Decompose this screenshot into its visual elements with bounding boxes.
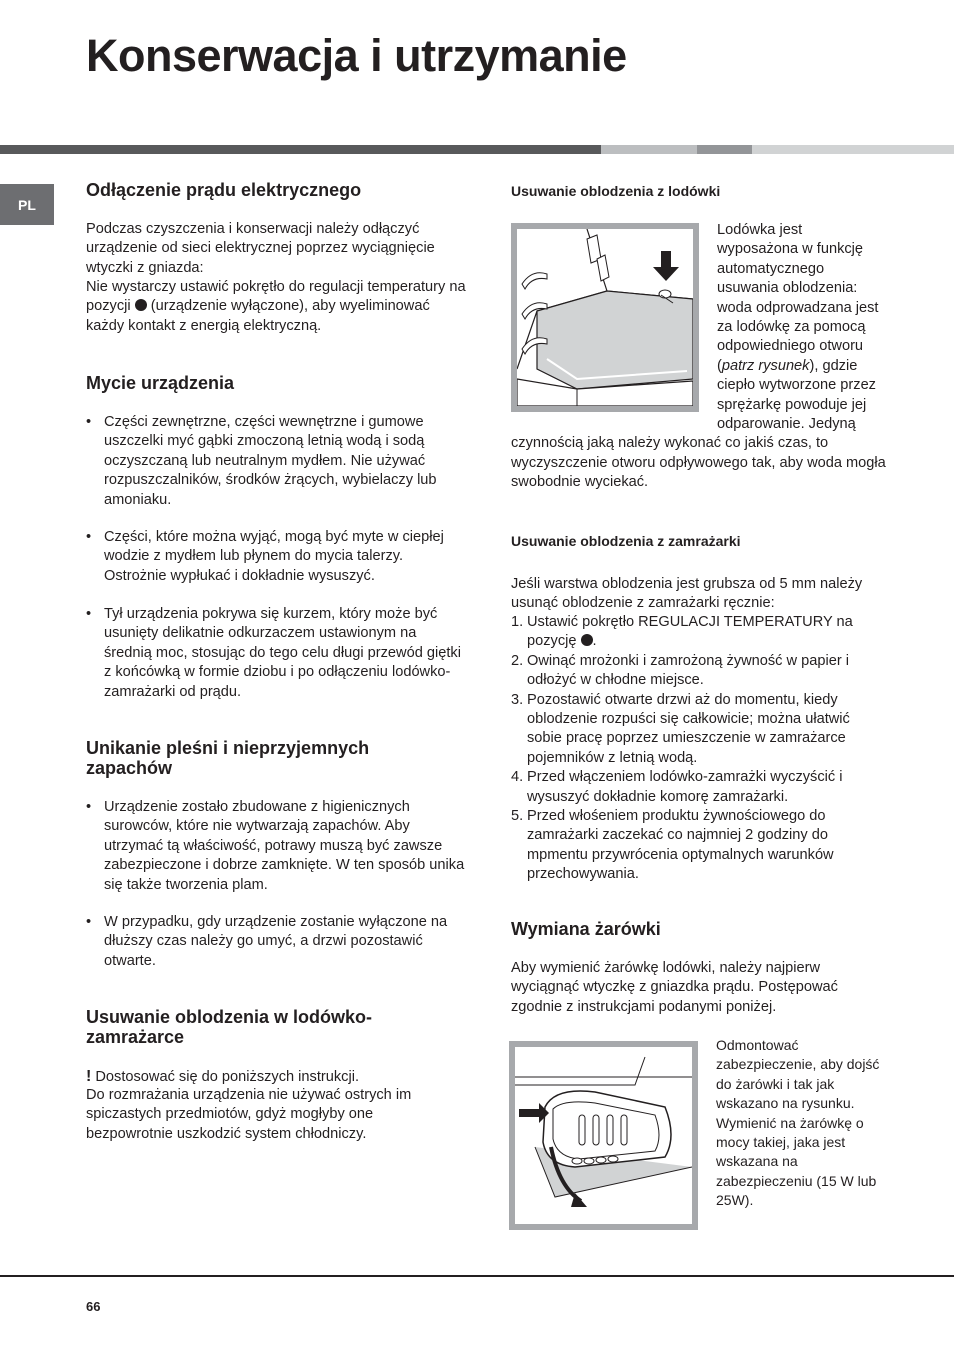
step-number: 1.	[511, 614, 524, 630]
defrost-fridge-text-a: Lodówka jest wyposażona w funkcję automatycznego usuwania oblodzenia: woda odprowadzana jest za lodówkę za pomocą odpowiedniego otworu (	[717, 222, 879, 374]
power-disconnect-text-2b: (urządzenie wyłączone), aby wyeliminować każdy kontakt z energią elektryczną.	[86, 298, 430, 334]
header-bar-light	[601, 145, 697, 154]
power-disconnect-text-2a: Nie wystarczy ustawić pokrętło do regulacji temperatury na pozycji	[86, 279, 466, 315]
step-number: 4.	[511, 769, 524, 786]
defrost-fridge-text-italic: patrz rysunek	[721, 357, 810, 374]
cleaning-bullet-2: • Części, które można wyjąć, mogą być myte w ciepłej wodzie z mydłem lub płynem do mycia talerzy. Ostrożnie wypłukać i dokładnie wysuszyć.	[86, 528, 466, 586]
heading-power-disconnect: Odłączenie prądu elektrycznego	[86, 180, 362, 200]
warning-mark-icon: !	[86, 1068, 92, 1085]
power-disconnect-text-2	[86, 278, 466, 336]
page-title: Konserwacja i utrzymanie	[86, 30, 627, 81]
power-disconnect-text-1: Podczas czyszczenia i konserwacji należy odłączyć urządzenie od sieci elektrycznej poprzez wyciągnięcie wtyczki z gniazda:	[86, 221, 435, 276]
step-text: Ustawić pokrętło REGULACJI TEMPERATURY na pozycję	[527, 614, 853, 650]
step-text: Przed włośeniem produktu żywnościowego do zamrażarki zaczekać co najmniej 2 godziny do mpmentu przywrócenia optymalnych warunków przechowywania.	[527, 808, 834, 883]
step-number: 5.	[511, 808, 524, 825]
defrost-freezer-intro: Jeśli warstwa oblodzenia jest grubsza od 5 mm należy usunąć oblodzenie z zamrażarki ręcznie:	[511, 576, 863, 612]
heading-mold-odor: Unikanie pleśni i nieprzyjemnych zapachów	[86, 738, 370, 778]
defrost-warning-text: Dostosować się do poniższych instrukcji.	[95, 1069, 359, 1085]
bulb-cover-illustration	[515, 1047, 692, 1224]
cleaning-bullet-1: • Części zewnętrzne, części wewnętrzne i gumowe uszczelki myć gąbki zmoczoną letnią wodą i sodą oczyszczaną lub neutralnym mydłem. Nie używać rozpuszczalników, środków żrących, wybielaczy lub amoniaku.	[86, 413, 466, 510]
step-2	[511, 652, 881, 691]
bulb-caption: Odmontować zabezpieczenie, aby dojść do żarówki i tak jak wskazano na rysunku. Wymienić na żarówkę o mocy takiej, jaka jest wskazana na zabezpieczeniu (15 W lub 25W).	[716, 1037, 880, 1209]
defrost-freezer-steps	[511, 613, 881, 885]
bulb-figure	[509, 1041, 698, 1230]
header-bar-light-2	[752, 145, 954, 154]
step-text: Pozostawić otwarte drzwi aż do momentu, kiedy oblodzenie rozpuści się całkowicie; można ułatwić sobie pracę poprzez umieszczenie w zamrażarce pojemników z letnią wodą.	[527, 691, 850, 766]
heading-cleaning: Mycie urządzenia	[86, 373, 235, 393]
heading-bulb-replacement: Wymiana żarówki	[511, 919, 661, 939]
step-1	[511, 613, 881, 652]
heading-defrost-freezer: Usuwanie oblodzenia z zamrażarki	[511, 533, 741, 549]
step-text: Przed włączeniem lodówko-zamrażki wyczyścić i wysuszyć dokładnie komorę zamrażarki.	[527, 769, 843, 805]
defrost-fridge-text-b: ), gdzie ciepło wytworzone przez sprężarkę powoduje jej odparowanie. Jedyną czynnością jaką należy wykonać co jakiś czas, to wyczyszczenie otworu odpływowego tak, aby woda mogła swobodnie wyciekać.	[511, 357, 886, 491]
heading-defrost-fridge-freezer: Usuwanie oblodzenia w lodówko- zamrażarce	[86, 1007, 373, 1047]
footer-divider	[0, 1275, 954, 1277]
language-tab: PL	[0, 184, 54, 225]
defrost-fridge-text	[511, 221, 886, 493]
bulb-replacement-text: Aby wymienić żarówkę lodówki, należy najpierw wyciągnąć wtyczkę z gniazdka prądu. Postępować zgodnie z instrukcjami podanymi poniżej.	[511, 960, 838, 1015]
defrost-caution-text: Do rozmrażania urządzenia nie używać ostrych im spiczastych przedmiotów, gdyż mogłyby one bezpowrotnie uszkodzić system chłodniczy.	[86, 1087, 412, 1142]
step-text: Owinąć mrożonki i zamrożoną żywność w papier i odłożyć w chłodne miejsce.	[527, 652, 849, 689]
step-5	[511, 807, 881, 885]
step-number: 2.	[511, 652, 524, 669]
cleaning-bullet-3: • Tył urządzenia pokrywa się kurzem, który może być usunięty delikatnie odkurzaczem ustawionym na średnią moc, stosując do tego celu długi przewód giętki z końcówką w formie dziobu i po odłączeniu lodówko- zamrażarki od prądu.	[86, 605, 466, 702]
off-position-dot-icon	[581, 634, 593, 646]
step-3	[511, 691, 881, 769]
heading-defrost-fridge: Usuwanie oblodzenia z lodówki	[511, 183, 721, 199]
mold-bullet-1: • Urządzenie zostało zbudowane z higienicznych surowców, które nie wytwarzają zapachów. Aby utrzymać tą właściwość, potrawy muszą być zawsze zabezpieczone i dobrze zamknięte. W ten sposób unika się także tworzenia plam.	[86, 798, 466, 895]
mold-bullet-2: • W przypadku, gdy urządzenie zostanie wyłączone na dłuższy czas należy go umyć, a drzwi pozostawić otwarte.	[86, 913, 466, 971]
step-4	[511, 768, 881, 807]
defrost-warning	[86, 1067, 466, 1087]
off-position-dot-icon	[135, 299, 147, 311]
step-1-end: .	[592, 633, 597, 650]
page-number: 66	[86, 1299, 101, 1314]
step-number: 3.	[511, 691, 524, 708]
header-bar-mid	[697, 145, 752, 154]
figure-spacer	[511, 221, 717, 433]
header-bar-dark	[0, 145, 601, 154]
